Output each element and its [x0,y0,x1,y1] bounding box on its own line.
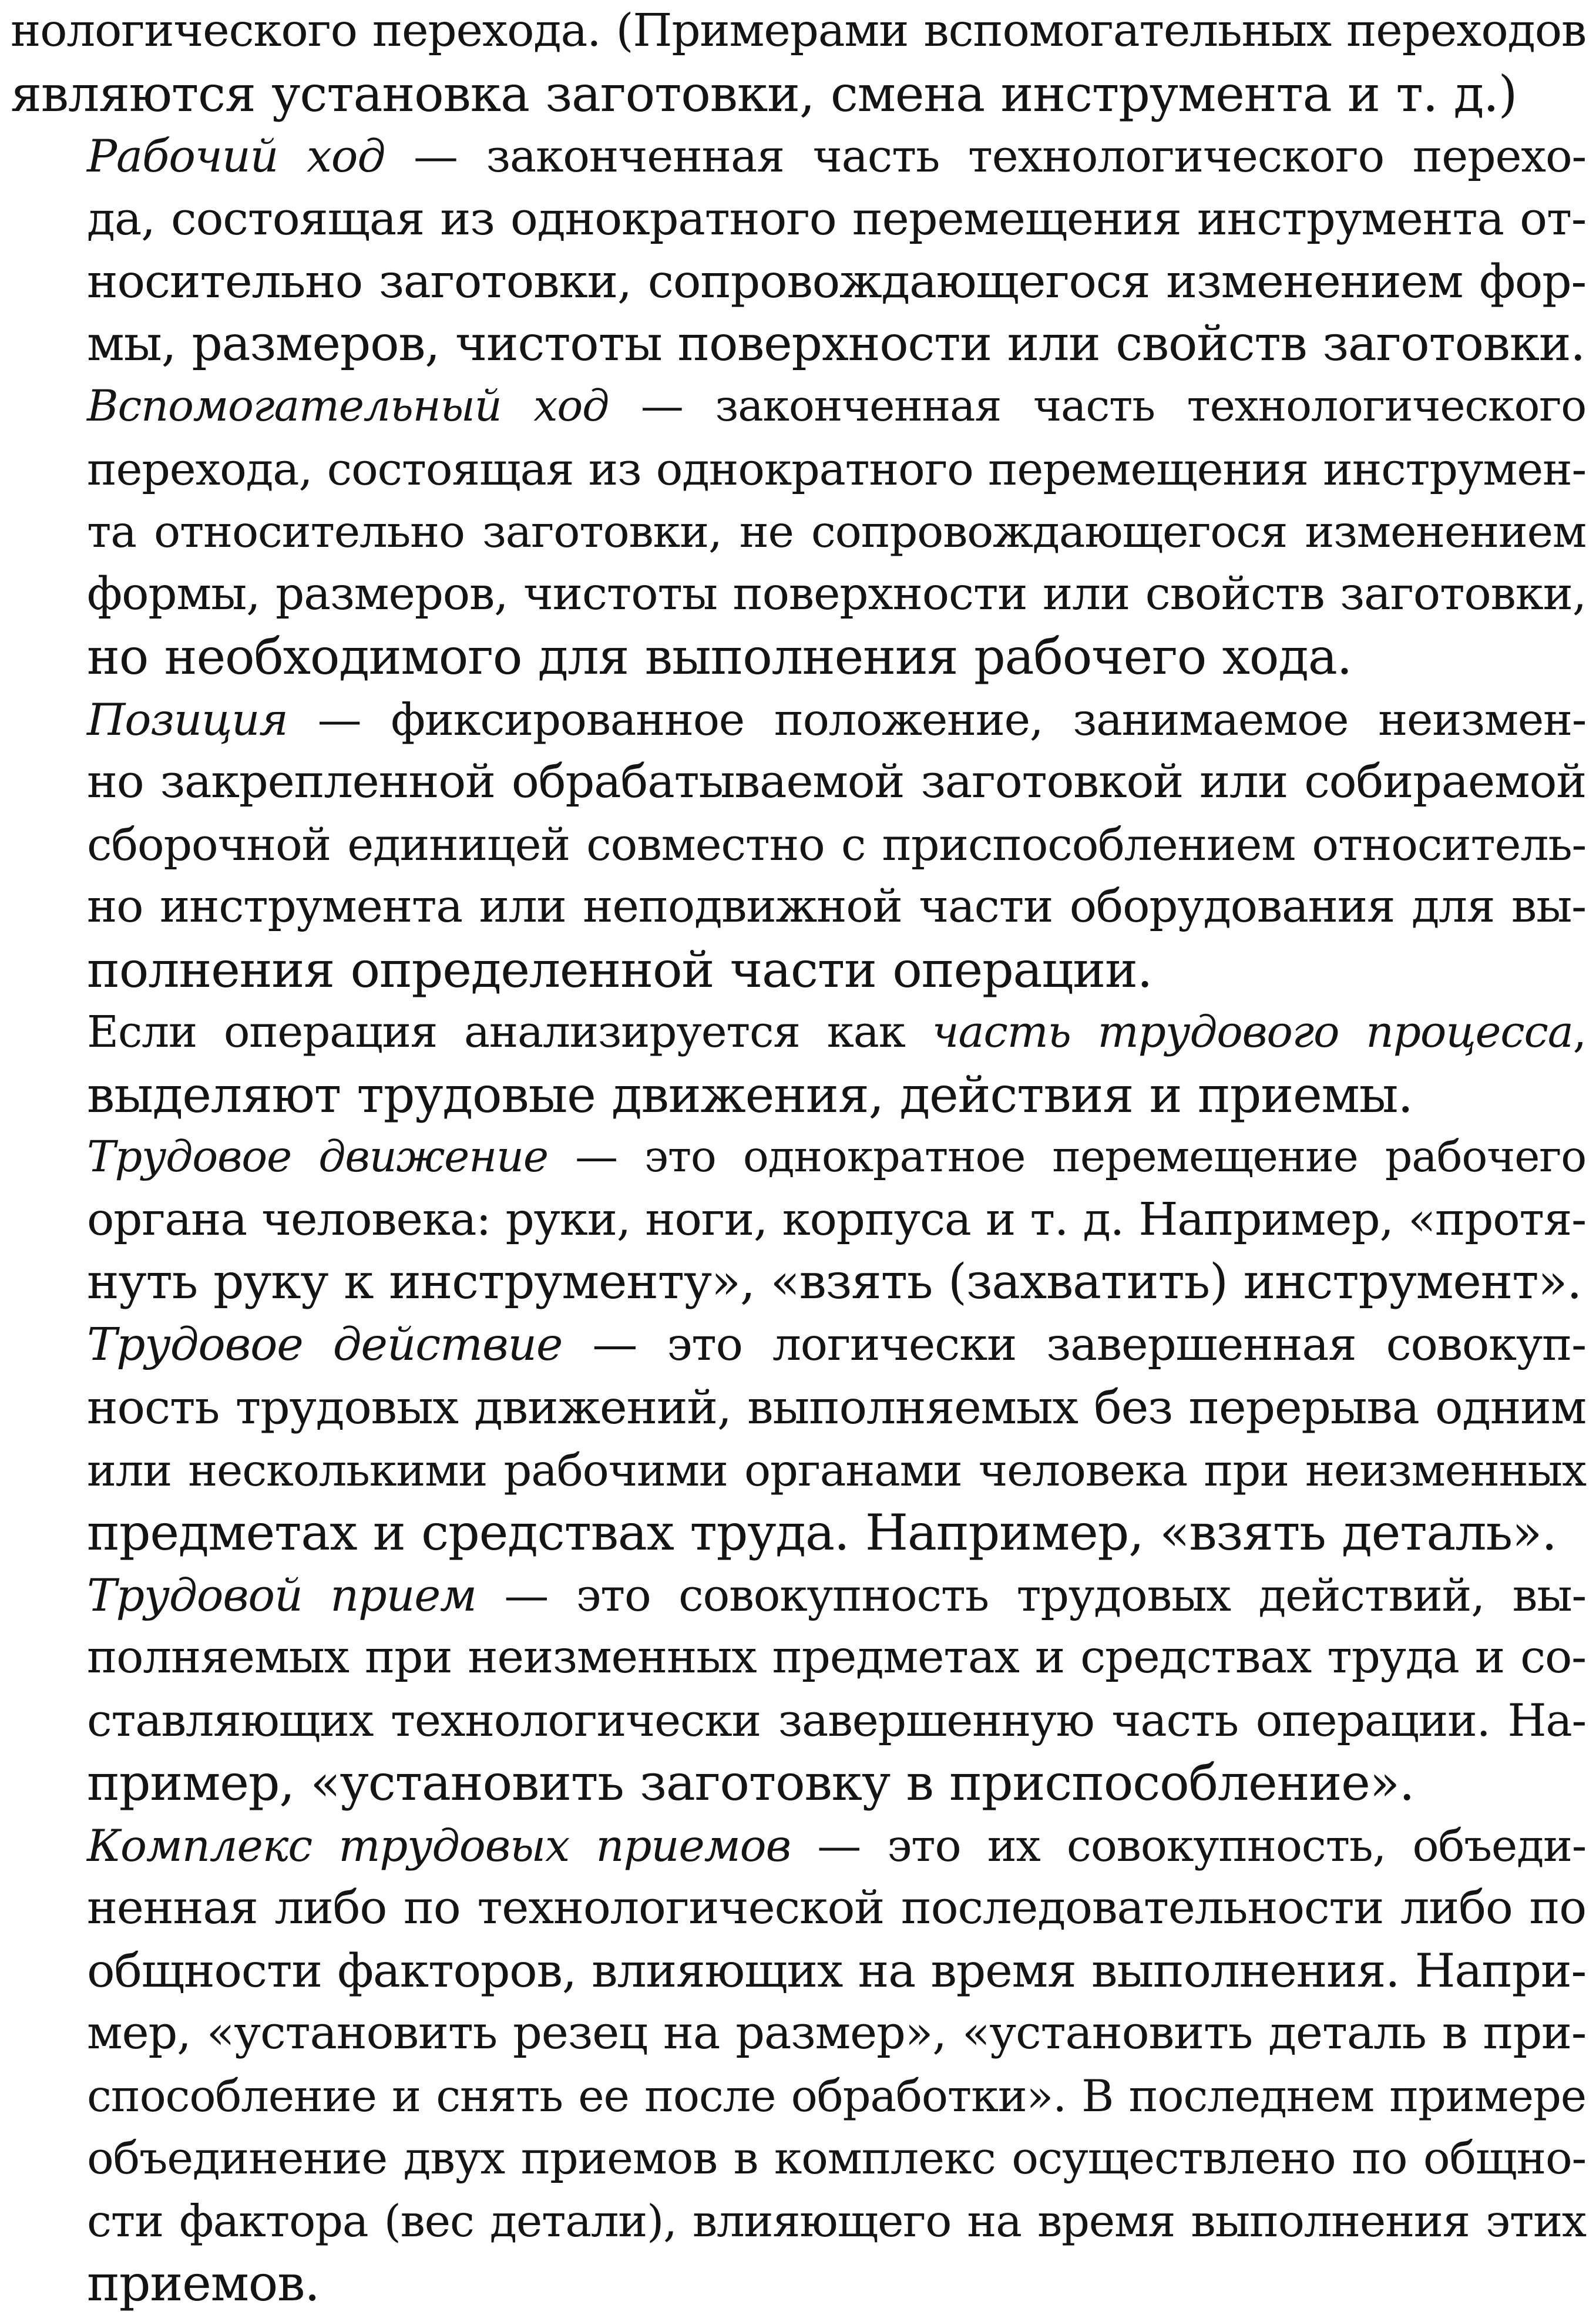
paragraph-p7 [11,1564,1586,1815]
text-run: формы, размеров, чистоты поверхности или свойств заготовки, [87,567,1586,620]
document-page [11,0,1587,2312]
text-line [11,751,1586,814]
text-run: мер, «установить резец на размер», «установить деталь в при- [87,2007,1586,2059]
text-run: носительно заготовки, сопровождающегося изменением фор- [87,254,1586,308]
text-run: выделяют трудовые движения, действия и приемы. [87,1066,1413,1124]
defined-term: часть трудового процесса [932,1007,1573,1057]
text-run: мы, размеров, чистоты поверхности или свойств заготовки. [87,315,1585,372]
text-line [11,500,1586,563]
paragraph-p1 [11,125,1586,375]
text-line [11,1752,1586,1815]
text-line [11,1251,1586,1314]
text-line [11,2190,1586,2253]
text-run: ненная либо по технологической последовательности либо по [87,1881,1586,1934]
text-line [11,2252,1586,2315]
text-line [11,1564,1586,1627]
text-line [11,1126,1586,1189]
paragraph-p3 [11,688,1586,1002]
text-run: способление и снять ее после обработки». В последнем примере [87,2069,1586,2122]
text-line [11,2002,1586,2065]
defined-term: Комплекс трудовых приемов [87,1819,791,1872]
text-run: нологического перехода. (Примерами вспомогательных переходов [11,5,1586,57]
text-run: перехода, состоящая из однократного перемещения инструмен- [87,442,1586,495]
text-run: — это их совокупность, объеди- [790,1819,1586,1872]
text-line [11,188,1586,251]
text-line [11,876,1586,939]
text-run: — это логически завершенная совокуп- [562,1318,1586,1371]
text-line [11,1501,1586,1564]
text-run: но инструмента или неподвижной части оборудования для вы- [87,881,1586,933]
text-line [11,1940,1586,2002]
defined-term: Трудовой прием [87,1568,476,1621]
text-run: являются установка заготовки, смена инструмента и т. д.) [11,65,1517,123]
text-run: полняемых при неизменных предметах и средствах труда и со- [87,1631,1586,1684]
text-line [11,1189,1586,1252]
text-line [11,688,1586,751]
text-run: но необходимого для выполнения рабочего хода. [87,628,1352,686]
text-run: предметах и средствах труда. Например, «взять деталь». [87,1504,1557,1561]
text-run: но закрепленной обрабатываемой заготовкой или собираемой [87,755,1586,808]
text-run: сти фактора (вес детали), влияющего на время выполнения этих [87,2195,1586,2247]
text-line [11,939,1586,1002]
defined-term: Вспомогательный ход [87,381,609,431]
text-line [11,1627,1586,1689]
text-run: — законченная часть технологического [609,381,1587,431]
text-line [11,1815,1586,1877]
text-run: приемов. [87,2254,320,2312]
text-run: полнения определенной части операции. [87,940,1153,999]
text-line [11,1064,1586,1127]
text-line [11,1314,1586,1377]
text-run: общности факторов, влияющих на время выполнения. Напри- [87,1943,1586,1998]
text-run: — это совокупность трудовых действий, вы- [476,1568,1586,1621]
text-line [11,1689,1586,1752]
text-run: , [1573,1007,1586,1057]
text-run: или несколькими рабочими органами человека при неизменных [87,1444,1586,1496]
text-run: нуть руку к инструменту», «взять (захватить) инструмент». [87,1254,1582,1310]
defined-term: Трудовое действие [87,1318,563,1371]
text-line [11,250,1586,313]
text-line [11,2065,1586,2128]
paragraph-p4 [11,1001,1586,1126]
text-line [11,125,1586,188]
text-run: ность трудовых движений, выполняемых без перерыва одним [87,1380,1586,1434]
text-line [11,1001,1586,1064]
text-line [11,814,1586,876]
text-line [11,1439,1586,1502]
text-run: пример, «установить заготовку в приспособление». [87,1754,1414,1812]
text-line [11,313,1586,376]
defined-term: Позиция [87,693,288,745]
text-run: сборочной единицей совместно с приспособлением относитель- [87,818,1586,871]
defined-term: Трудовое движение [87,1132,548,1182]
paragraph-p5 [11,1126,1586,1314]
text-run: Если операция анализируется как [87,1007,932,1057]
text-line [11,2127,1586,2190]
text-run: органа человека: руки, ноги, корпуса и т. д. Например, «протя- [87,1193,1586,1246]
text-run: объединение двух приемов в комплекс осуществлено по общно- [87,2132,1586,2184]
text-line [11,63,1586,126]
text-line [11,375,1586,438]
text-run: ставляющих технологически завершенную часть операции. На- [87,1694,1586,1746]
text-line [11,1376,1586,1439]
text-line [11,1877,1586,1940]
paragraph-p6 [11,1314,1586,1564]
text-run: — законченная часть технологического перехо- [385,130,1586,182]
text-run: — фиксированное положение, занимаемое неизмен- [287,693,1586,745]
defined-term: Рабочий ход [87,130,385,182]
paragraph-p0 [11,0,1586,125]
paragraph-p8 [11,1815,1586,2315]
text-line [11,438,1586,501]
text-line [11,563,1586,626]
text-line [11,0,1586,63]
text-run: да, состоящая из однократного перемещения инструмента от- [87,192,1586,246]
text-run: — это однократное перемещение рабочего [547,1132,1586,1182]
text-run: та относительно заготовки, не сопровождающегося изменением [87,506,1586,557]
text-line [11,626,1586,688]
paragraph-p2 [11,375,1586,688]
